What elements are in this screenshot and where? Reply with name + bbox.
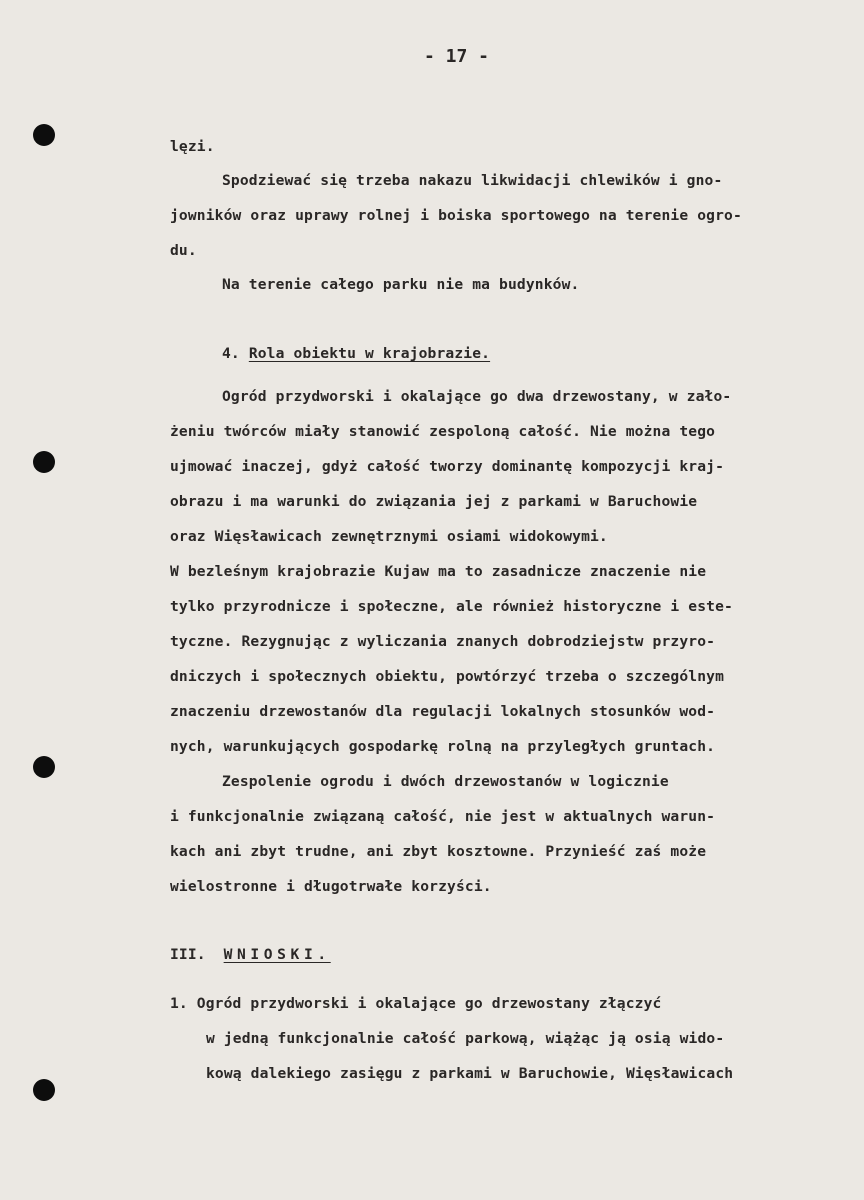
punch-hole: [33, 124, 55, 146]
text-line: obrazu i ma warunki do związania jej z parkami w Baruchowie: [170, 493, 698, 510]
text-line: jowników oraz uprawy rolnej i boiska sportowego na terenie ogro-: [170, 207, 742, 224]
punch-hole: [33, 1079, 55, 1101]
text-line: żeniu twórców miały stanowić zespoloną całość. Nie można tego: [170, 423, 716, 440]
text-line: kową dalekiego zasięgu z parkami w Baruchowie, Więsławicach: [206, 1065, 734, 1082]
section-number: 4.: [222, 345, 240, 362]
text-line: du.: [170, 242, 197, 259]
text-line: kach ani zbyt trudne, ani zbyt kosztowne. Przynieść zaś może: [170, 843, 707, 860]
section-number: III.: [170, 946, 206, 963]
text-line: Spodziewać się trzeba nakazu likwidacji chlewików i gno-: [222, 172, 723, 189]
text-line: oraz Więsławicach zewnętrznymi osiami widokowymi.: [170, 528, 608, 545]
section-heading-3: [170, 946, 331, 964]
text-line: W bezleśnym krajobrazie Kujaw ma to zasadnicze znaczenie nie: [170, 563, 707, 580]
text-line: i funkcjonalnie związaną całość, nie jest w aktualnych warun-: [170, 808, 716, 825]
text-line: Zespolenie ogrodu i dwóch drzewostanów w logicznie: [222, 773, 669, 790]
punch-hole: [33, 451, 55, 473]
text-line: 1. Ogród przydworski i okalające go drzewostany złączyć: [170, 995, 662, 1012]
section-heading-4: [222, 345, 490, 363]
page-number: - 17 -: [424, 46, 490, 67]
text-line: wielostronne i długotrwałe korzyści.: [170, 878, 492, 895]
text-line: ujmować inaczej, gdyż całość tworzy dominantę kompozycji kraj-: [170, 458, 725, 475]
section-title: WNIOSKI.: [223, 946, 331, 963]
section-title: Rola obiektu w krajobrazie.: [248, 345, 491, 362]
text-line: w jedną funkcjonalnie całość parkową, wiążąc ją osią wido-: [206, 1030, 725, 1047]
text-line: lęzi.: [170, 138, 215, 155]
text-line: Na terenie całego parku nie ma budynków.: [222, 276, 580, 293]
text-line: Ogród przydworski i okalające go dwa drzewostany, w zało-: [222, 388, 732, 405]
text-line: znaczeniu drzewostanów dla regulacji lokalnych stosunków wod-: [170, 703, 716, 720]
text-line: tylko przyrodnicze i społeczne, ale również historyczne i este-: [170, 598, 733, 615]
text-line: dniczych i społecznych obiektu, powtórzyć trzeba o szczególnym: [170, 668, 725, 685]
text-line: nych, warunkujących gospodarkę rolną na przyległych gruntach.: [170, 738, 716, 755]
text-line: tyczne. Rezygnując z wyliczania znanych dobrodziejstw przyro-: [170, 633, 716, 650]
punch-hole: [33, 756, 55, 778]
